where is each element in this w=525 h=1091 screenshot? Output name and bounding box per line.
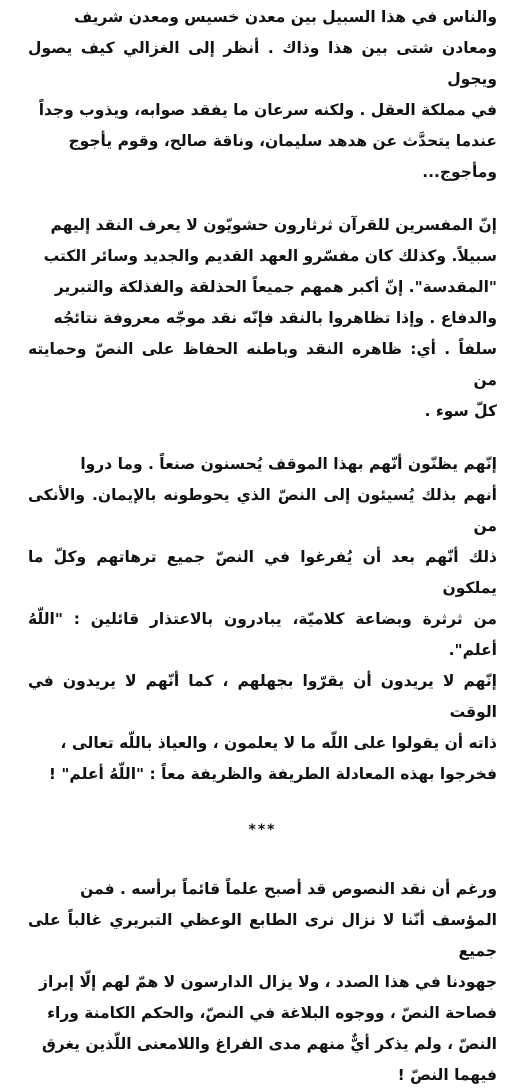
book-page <box>28 2 497 1084</box>
paragraph-2: إنّ المفسرين للقرآن ثرثارون حشويّون لا يعرف النقد إليهم سبيلاً. وكذلك كان مفسّرو العهد القديم والجديد وسائر الكتب "المقدسة". إنّ أكبر همهم جميعاً الحذلقة والفذلكة والتبرير والدفاع . وإذا تظاهروا بالنقد فإنّه نقد موجّه معروفة نتائجُه سلفاً . أي: ظاهره النقد وباطنه الحفاظ على النصّ وحمايته من كلّ سوء . <box>28 216 497 420</box>
paragraph-4: ورغم أن نقد النصوص قد أصبح علماً قائماً برأسه . فمن المؤسف أنّنا لا نزال نرى الطابع الوعظي التبريري غالباً على جميع جهودنا في هذا الصدد ، ولا يزال الدارسون لا همّ لهم إلّا إبراز فصاحة النصّ ، ووجوه البلاغة في النصّ، والحكم الكامنة وراء النصّ ، ولم يذكر أيٌّ منهم مدى الفراغ واللامعنى اللّذين يغرق فيهما النصّ ! <box>28 880 497 1084</box>
paragraph-3: إنّهم يظنّون أنّهم بهذا الموقف يُحسنون صنعاً . وما دروا أنهم بذلك يُسيئون إلى النصّ الذي يحوطونه بالإيمان. والأنكى من ذلك أنّهم بعد أن يُفرغوا في النصّ جميع ترهاتهم وكلّ ما يملكون من ثرثرة وبضاعة كلاميّة، يبادرون بالاعتذار قائلين : "اللّهُ أعلم". إنّهم لا يريدون أن يقرّوا بجهلهم ، كما أنّهم لا يريدون في الوقت ذاته أن يقولوا على اللّه ما لا يعلمون ، والعياذ باللّه تعالى ، فخرجوا بهذه المعادلة الطريفة والظريفة معاً : "اللّهُ أعلم" ! <box>28 455 497 783</box>
paragraph-1: والناس في هذا السبيل بين معدن خسيس ومعدن شريف ومعادن شتى بين هذا وذاك . أنظر إلى الغزالي كيف يصول ويجول في مملكة العقل . ولكنه سرعان ما يفقد صوابه، ويذوب وجداً عندما يتحدَّث عن هدهد سليمان، وناقة صالح، وقوم يأجوج ومأجوج... <box>28 8 497 181</box>
section-separator: *** <box>248 822 277 838</box>
